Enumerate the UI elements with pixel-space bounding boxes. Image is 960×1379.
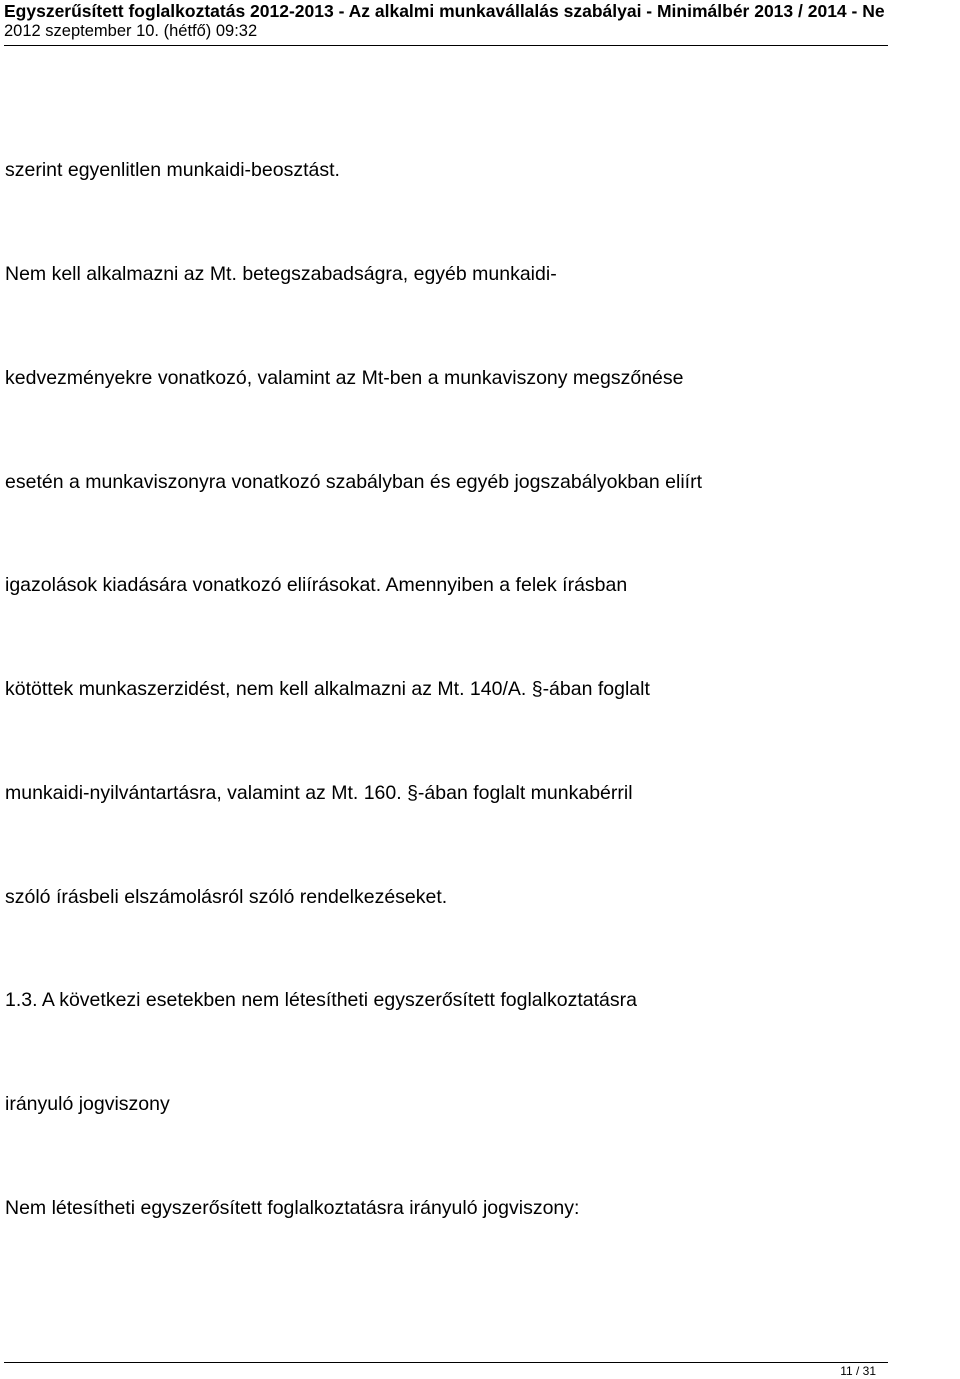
page-number: 11 / 31 — [840, 1364, 876, 1378]
footer-divider — [4, 1362, 888, 1363]
body-line: Nem létesítheti egyszerősített foglalkoztatásra irányuló jogviszony: — [5, 1197, 580, 1219]
body-line: kötöttek munkaszerzidést, nem kell alkalmazni az Mt. 140/A. §-ában foglalt — [5, 678, 650, 700]
body-line: igazolások kiadására vonatkozó eliírásokat. Amennyiben a felek írásban — [5, 574, 628, 596]
section-heading: 1.3. A következi esetekben nem létesítheti egyszerősített foglalkoztatásra — [5, 989, 637, 1011]
body-line: Nem kell alkalmazni az Mt. betegszabadságra, egyéb munkaidi- — [5, 263, 557, 285]
body-line: esetén a munkaviszonyra vonatkozó szabályban és egyéb jogszabályokban eliírt — [5, 471, 703, 493]
header-date: 2012 szeptember 10. (hétfő) 09:32 — [4, 22, 258, 40]
header-divider — [4, 45, 888, 46]
body-line: kedvezményekre vonatkozó, valamint az Mt-ben a munkaviszony megszőnése — [5, 367, 684, 389]
body-line: munkaidi-nyilvántartásra, valamint az Mt. 160. §-ában foglalt munkabérril — [5, 782, 633, 804]
header-title: Egyszerűsített foglalkoztatás 2012-2013 - Az alkalmi munkavállalás szabályai - Minimálbér 2013 / 2014 - Ne — [4, 1, 885, 21]
section-heading-continued: irányuló jogviszony — [5, 1093, 170, 1115]
body-line: szerint egyenlitlen munkaidi-beosztást. — [5, 159, 340, 181]
body-line: szóló írásbeli elszámolásról szóló rendelkezéseket. — [5, 886, 448, 908]
